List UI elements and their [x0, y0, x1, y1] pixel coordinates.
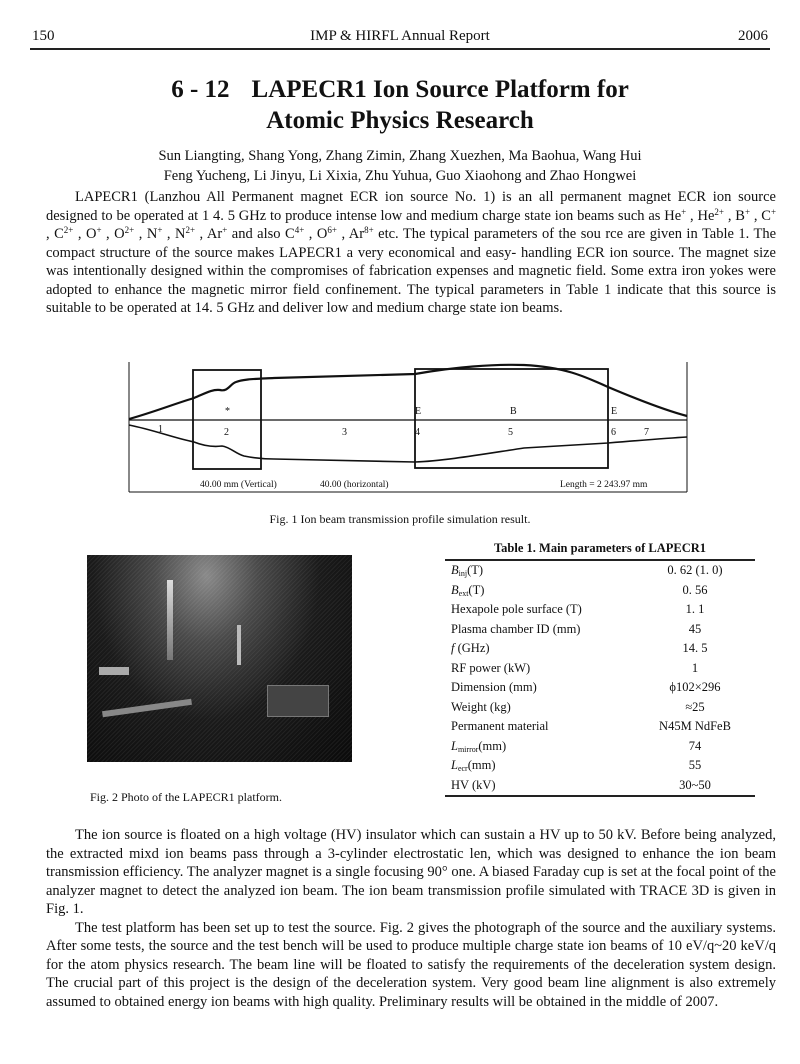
report-year: 2006: [738, 28, 768, 44]
fig1-label-3: 3: [342, 427, 347, 438]
ion-species: Ar+: [206, 225, 228, 242]
figure-1-beam-profile: [124, 362, 690, 497]
fig1-label-7: 7: [644, 427, 649, 438]
ion-species: $O^{2+}$: [114, 225, 135, 242]
parameter-name: Plasma chamber ID (mm): [451, 621, 581, 636]
paragraph-hv-insulator: The ion source is floated on a high voltage (HV) insulator which can sustain a HV up to 50 kV. Before being analyzed, the extracted mixd ion beams pass through a 3-cylinder electrostatic len, which was designed to enhance the ion beam transmission efficiency. The analyzer magnet is a single focusing 90° one. A biased Faraday cup is set at the focal point of the analyzer magnet to detect the analyzed ion beam. The ion beam transmission profile simulated with TRACE 3D is given in Fig. 1.: [46, 827, 776, 917]
fig1-length-label: Length = 2 243.97 mm: [560, 480, 648, 490]
parameter-value: N45M NdFeB: [659, 719, 731, 734]
running-header: [30, 26, 770, 50]
table-1-body: [445, 561, 755, 795]
parameter-value: ≈25: [685, 699, 705, 714]
fig1-magnet-box: [415, 369, 608, 468]
table-row: [445, 756, 755, 776]
parameter-name: f (GHz): [451, 641, 490, 656]
parameter-value: 1. 1: [685, 602, 705, 617]
figure-1-caption: Fig. 1 Ion beam transmission profile simulation result.: [269, 512, 531, 526]
ion-species: $Ar^{8+}$: [348, 225, 374, 242]
parameter-name: HV (kV): [451, 777, 496, 792]
table-row: [445, 737, 755, 757]
ion-species: $He^{2+}$: [697, 206, 724, 224]
fig1-label-4: 4: [415, 427, 420, 438]
fig1-label-1: 1: [158, 424, 163, 435]
parameter-name: $L_{ecr}(mm)$: [451, 758, 496, 774]
parameter-name: Hexapole pole surface (T): [451, 602, 582, 617]
photo-source-column: [167, 580, 173, 660]
parameter-value: 74: [688, 738, 702, 753]
article-title: [0, 74, 800, 136]
ion-species: $C^{4+}$: [285, 225, 305, 242]
parameter-name: Permanent material: [451, 719, 549, 734]
fig1-horizontal-scale: 40.00 (horizontal): [320, 480, 389, 490]
intro-paragraph: [46, 188, 776, 318]
parameter-name: Dimension (mm): [451, 680, 537, 695]
table-row: [445, 600, 755, 620]
fig1-marker-star: *: [225, 406, 230, 417]
fig1-label-2: 2: [224, 427, 229, 438]
table-row: [445, 659, 755, 679]
intro-text-a: LAPECR1 (Lanzhou All Permanent magnet ECR ion source No. 1) is an all permanent magnet ECR ion source designed to be operated at 1 4. 5 GHz to produce intense low and medium charge state ion beams such as: [46, 189, 776, 224]
intro-text-also: and also: [227, 226, 286, 242]
parameter-value: 45: [688, 621, 702, 636]
ion-species: $C^{2+}$: [54, 225, 74, 242]
fig1-marker-b: B: [510, 406, 517, 417]
parameter-name: Weight (kg): [451, 699, 511, 714]
authors-line-2: Feng Yucheng, Li Jinyu, Li Xixia, Zhu Yuhua, Guo Xiaohong and Zhao Hongwei: [163, 168, 637, 184]
intro-text-b: etc. The typical parameters of the sou rce are given in Table 1. The compact structure of the source makes LAPECR1 a very economical and easy- handling ECR ion source. The magnet size was intentionally designed within the compromises of fabrication expenses and magnetic field. Some extra iron yokes were adopted to enhance the magnetic mirror field confinement. The typical parameters in Table 1 indicate that this source is suitable to be operated at 14. 5 GHz and deliver low and medium charge state ion beams.: [46, 226, 777, 316]
ion-species: B+: [735, 206, 751, 224]
parameter-name: $B_{ext}(T)$: [451, 582, 485, 598]
table-1-caption: Table 1. Main parameters of LAPECR1: [445, 541, 755, 561]
parameter-value: ϕ102×296: [669, 680, 721, 695]
table-row: [445, 620, 755, 640]
table-row: [445, 776, 755, 796]
parameter-name: $L_{mirror}(mm)$: [451, 738, 507, 754]
table-row: [445, 639, 755, 659]
paragraph-test-platform: The test platform has been set up to test the source. Fig. 2 gives the photograph of the source and the auxiliary systems. After some tests, the source and the test bench will be used to produce multiple charge state ion beams of 10 eV/q~20 keV/q for the atom physics research. The beam line will be floated to satisfy the requirements of the deceleration system design. The crucial part of this project is the design of the deceleration system. Very good beam line alignment is also extremely assumed to obtained energy ion beams with high quality. Preliminary results will be obtained in the middle of 2007.: [46, 919, 776, 1010]
parameter-value: 14. 5: [682, 641, 708, 656]
article-number: 6 - 12: [171, 76, 230, 103]
parameter-value: 0. 62 (1. 0): [667, 563, 723, 578]
ion-species: C+: [761, 206, 777, 224]
journal-title: IMP & HIRFL Annual Report: [310, 28, 490, 44]
authors-line-1: Sun Liangting, Shang Yong, Zhang Zimin, Zhang Xuezhen, Ma Baohua, Wang Hui: [158, 148, 642, 164]
table-row: [445, 561, 755, 581]
ion-species: $O^{6+}$: [316, 225, 337, 242]
photo-insulator: [237, 625, 241, 665]
ion-list-high-charge: $C^{4+}$ , $O^{6+}$ , $Ar^{8+}$: [285, 225, 374, 242]
table-1-parameters: [445, 541, 755, 797]
parameter-value: 0. 56: [682, 582, 708, 597]
table-row: [445, 698, 755, 718]
fig1-label-6: 6: [611, 427, 616, 438]
parameter-value: 30~50: [679, 777, 711, 792]
fig1-marker-e-entry: E: [415, 406, 422, 417]
table-row: [445, 717, 755, 737]
fig1-marker-e-exit: E: [611, 406, 618, 417]
intro-section: [46, 188, 776, 318]
body-section: [46, 826, 776, 1011]
fig1-label-5: 5: [508, 427, 513, 438]
parameter-value: 1: [691, 660, 699, 675]
page-number: 150: [32, 28, 55, 44]
title-line-1: LAPECR1 Ion Source Platform for: [251, 76, 629, 103]
title-line-2: Atomic Physics Research: [266, 107, 534, 134]
ion-species: O+: [85, 225, 102, 242]
parameter-name: $B_{inj}(T)$: [451, 563, 484, 579]
parameter-value: 55: [688, 758, 702, 773]
author-list: [0, 146, 800, 186]
figure-2-photo: [87, 555, 352, 762]
fig1-upper-envelope: [129, 365, 687, 419]
photo-power-supply: [267, 685, 329, 717]
ion-species: $N^{2+}$: [175, 225, 196, 242]
table-1-bottom-rule: [445, 795, 755, 797]
photo-bench: [102, 699, 192, 717]
ion-species: He+: [664, 206, 687, 224]
fig1-lower-envelope: [129, 425, 687, 462]
fig1-vertical-scale: 40.00 mm (Vertical): [200, 480, 277, 490]
parameter-name: RF power (kW): [451, 660, 531, 675]
ion-species: N+: [146, 225, 163, 242]
table-row: [445, 581, 755, 601]
table-row: [445, 678, 755, 698]
ion-list: He+ , $He^{2+}$ , B+ , C+ , $C^{2+}$ , O+ , $O^{2+}$ , N+ , $N^{2+}$ , Ar+: [46, 206, 777, 242]
figure-2-caption: Fig. 2 Photo of the LAPECR1 platform.: [90, 790, 282, 804]
photo-flange: [99, 667, 129, 675]
